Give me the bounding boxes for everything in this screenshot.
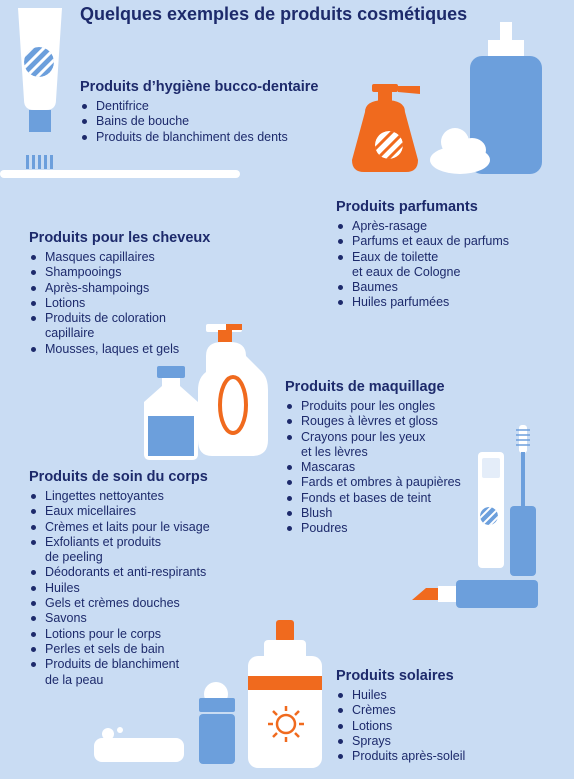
list-item: Produits de coloration [29,311,210,326]
list-item: Lingettes nettoyantes [29,489,210,504]
list-item: Produits de blanchiment [29,657,210,672]
list-item: Baumes [336,280,509,295]
list-item: Poudres [285,521,461,536]
list-item: Bains de bouche [80,114,318,129]
list-item: Après-shampoings [29,281,210,296]
list-item: Crèmes et laits pour le visage [29,520,210,535]
list-item: Lotions [336,719,465,734]
shampoo-bottle-icon [144,366,198,460]
mascara-icon [478,425,536,576]
section-title-maquillage: Produits de maquillage [285,379,445,395]
list-item: Savons [29,611,210,626]
list-item: Perles et sels de bain [29,642,210,657]
list-item: Produits après-soleil [336,749,465,764]
list-item: Dentifrice [80,99,318,114]
sunscreen-bottle-icon [248,620,322,768]
list-item: Gels et crèmes douches [29,596,210,611]
section-title-soin: Produits de soin du corps [29,469,208,485]
list-item: Après-rasage [336,219,509,234]
section-title-cheveux: Produits pour les cheveux [29,230,211,246]
list-item: Eaux micellaires [29,504,210,519]
list-parfumants [336,219,509,311]
list-item: Parfums et eaux de parfums [336,234,509,249]
section-parfumants [336,199,509,311]
list-item-continued: et les lèvres [301,444,368,459]
section-hygiene [80,79,318,145]
list-item: Sprays [336,734,465,749]
section-soin [29,469,210,688]
section-title-parfumants: Produits parfumants [336,199,478,215]
section-title-hygiene: Produits d’hygiène bucco-dentaire [80,79,319,95]
section-title-solaires: Produits solaires [336,668,454,684]
list-cheveux [29,250,210,357]
list-item: Eaux de toilette [336,250,509,265]
page-title: Quelques exemples de produits cosmétiques [80,4,468,24]
list-item: Crayons pour les yeux [285,430,461,445]
list-item: Huiles [336,688,465,703]
list-item: Huiles [29,581,210,596]
list-item: Huiles parfumées [336,295,509,310]
list-soin [29,489,210,688]
list-item: Lotions pour le corps [29,627,210,642]
list-item: Fards et ombres à paupières [285,475,461,490]
toothbrush-icon [0,155,240,178]
list-hygiene [80,99,318,145]
toothpaste-tube-icon [16,8,62,132]
list-item: Masques capillaires [29,250,210,265]
section-solaires [336,668,465,764]
deodorant-icon [199,682,235,764]
list-item-continued: et eaux de Cologne [352,264,461,279]
soap-icon [94,727,184,762]
list-item: Shampooings [29,265,210,280]
list-item-continued: de la peau [45,672,104,687]
list-solaires [336,688,465,764]
list-item: Déodorants et anti-respirants [29,565,210,580]
list-item: Mousses, laques et gels [29,342,210,357]
list-item: Produits de blanchiment des dents [80,130,318,145]
list-item: Mascaras [285,460,461,475]
list-item: Lotions [29,296,210,311]
section-maquillage [285,379,461,537]
list-item-continued: capillaire [45,326,95,341]
perfume-bottle-icon [352,84,420,172]
lipstick-icon [412,580,538,608]
list-item-continued: de peeling [45,550,103,565]
list-item: Produits pour les ongles [285,399,461,414]
list-item: Fonds et bases de teint [285,491,461,506]
list-item: Rouges à lèvres et gloss [285,414,461,429]
list-item: Blush [285,506,461,521]
section-cheveux [29,230,210,357]
list-item: Exfoliants et produits [29,535,210,550]
list-item: Crèmes [336,703,465,718]
list-maquillage [285,399,461,537]
